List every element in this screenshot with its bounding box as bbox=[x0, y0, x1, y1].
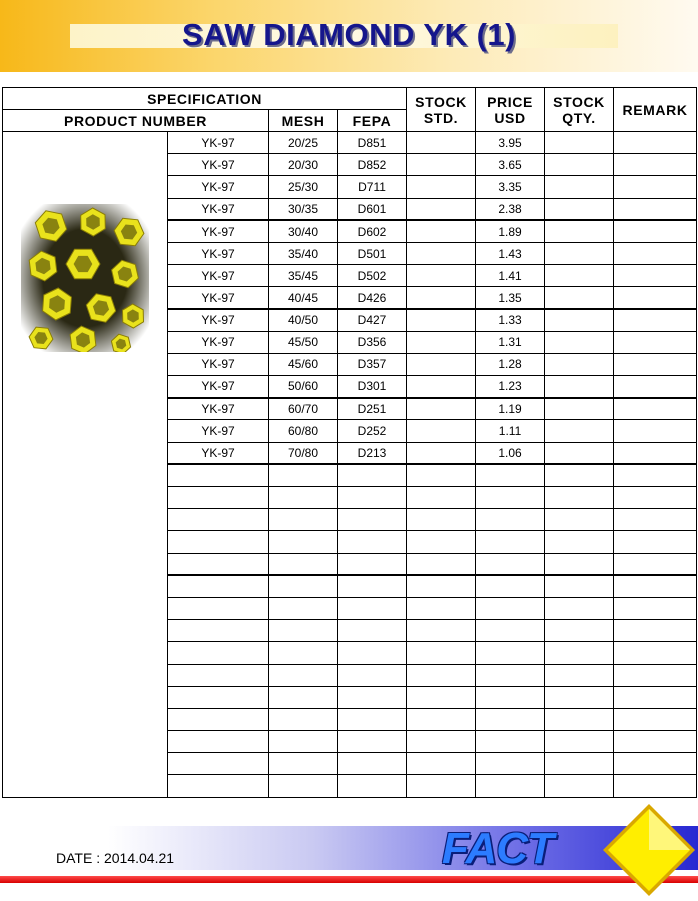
cell-stock-std bbox=[407, 509, 476, 531]
cell-fepa bbox=[338, 620, 407, 642]
cell-mesh: 50/60 bbox=[269, 376, 338, 398]
cell-product: YK-97 bbox=[168, 309, 269, 331]
cell-mesh bbox=[269, 664, 338, 686]
cell-fepa: D356 bbox=[338, 331, 407, 353]
cell-product: YK-97 bbox=[168, 353, 269, 375]
cell-stock-std bbox=[407, 553, 476, 575]
cell-stock-qty bbox=[545, 242, 614, 264]
cell-stock-std bbox=[407, 242, 476, 264]
cell-fepa: D602 bbox=[338, 220, 407, 242]
cell-stock-qty bbox=[545, 464, 614, 486]
cell-fepa: D252 bbox=[338, 420, 407, 442]
cell-price: 1.41 bbox=[476, 265, 545, 287]
cell-fepa: D851 bbox=[338, 132, 407, 154]
cell-mesh: 30/40 bbox=[269, 220, 338, 242]
cell-mesh bbox=[269, 553, 338, 575]
cell-price: 1.28 bbox=[476, 353, 545, 375]
cell-remark bbox=[614, 376, 697, 398]
cell-product bbox=[168, 620, 269, 642]
cell-mesh bbox=[269, 597, 338, 619]
header-price bbox=[476, 88, 545, 132]
cell-price bbox=[476, 642, 545, 664]
cell-stock-std bbox=[407, 642, 476, 664]
cell-fepa: D502 bbox=[338, 265, 407, 287]
date-label: DATE : 2014.04.21 bbox=[56, 850, 175, 866]
cell-product: YK-97 bbox=[168, 287, 269, 309]
cell-fepa: D501 bbox=[338, 242, 407, 264]
cell-stock-std bbox=[407, 376, 476, 398]
cell-stock-qty bbox=[545, 420, 614, 442]
cell-fepa: D601 bbox=[338, 198, 407, 220]
cell-stock-std bbox=[407, 331, 476, 353]
cell-product: YK-97 bbox=[168, 198, 269, 220]
cell-stock-qty bbox=[545, 220, 614, 242]
cell-fepa bbox=[338, 597, 407, 619]
cell-product bbox=[168, 664, 269, 686]
header-price-line2: USD bbox=[494, 109, 526, 126]
cell-stock-qty bbox=[545, 331, 614, 353]
cell-mesh bbox=[269, 620, 338, 642]
cell-price bbox=[476, 731, 545, 753]
header-stock-std-line1: STOCK bbox=[415, 93, 467, 110]
cell-remark bbox=[614, 265, 697, 287]
spec-table bbox=[2, 87, 697, 798]
cell-mesh bbox=[269, 686, 338, 708]
cell-price: 1.23 bbox=[476, 376, 545, 398]
cell-product bbox=[168, 487, 269, 509]
cell-product bbox=[168, 708, 269, 730]
cell-stock-std bbox=[407, 620, 476, 642]
cell-remark bbox=[614, 309, 697, 331]
cell-product: YK-97 bbox=[168, 398, 269, 420]
table-row bbox=[3, 132, 697, 154]
cell-remark bbox=[614, 597, 697, 619]
footer-red-line bbox=[0, 876, 698, 883]
cell-fepa: D426 bbox=[338, 287, 407, 309]
cell-mesh: 25/30 bbox=[269, 176, 338, 198]
header-specification: SPECIFICATION bbox=[3, 88, 407, 110]
cell-remark bbox=[614, 620, 697, 642]
cell-remark bbox=[614, 775, 697, 797]
cell-product bbox=[168, 464, 269, 486]
cell-stock-qty bbox=[545, 731, 614, 753]
cell-stock-qty bbox=[545, 642, 614, 664]
cell-price: 3.65 bbox=[476, 154, 545, 176]
cell-stock-std bbox=[407, 176, 476, 198]
cell-stock-qty bbox=[545, 664, 614, 686]
cell-fepa bbox=[338, 553, 407, 575]
cell-fepa: D251 bbox=[338, 398, 407, 420]
cell-price bbox=[476, 575, 545, 597]
cell-mesh bbox=[269, 642, 338, 664]
cell-fepa bbox=[338, 731, 407, 753]
cell-product bbox=[168, 686, 269, 708]
cell-price bbox=[476, 487, 545, 509]
cell-stock-qty bbox=[545, 353, 614, 375]
cell-price bbox=[476, 531, 545, 553]
cell-mesh: 35/40 bbox=[269, 242, 338, 264]
cell-price: 1.33 bbox=[476, 309, 545, 331]
cell-stock-qty bbox=[545, 176, 614, 198]
cell-remark bbox=[614, 398, 697, 420]
cell-remark bbox=[614, 686, 697, 708]
cell-stock-qty bbox=[545, 597, 614, 619]
cell-stock-qty bbox=[545, 309, 614, 331]
cell-fepa bbox=[338, 509, 407, 531]
cell-stock-std bbox=[407, 287, 476, 309]
cell-fepa: D301 bbox=[338, 376, 407, 398]
cell-price bbox=[476, 509, 545, 531]
cell-mesh bbox=[269, 775, 338, 797]
header-stock-qty-line1: STOCK bbox=[553, 93, 605, 110]
cell-stock-qty bbox=[545, 575, 614, 597]
cell-stock-std bbox=[407, 731, 476, 753]
cell-fepa bbox=[338, 464, 407, 486]
cell-mesh: 20/30 bbox=[269, 154, 338, 176]
header-remark: REMARK bbox=[614, 88, 697, 132]
cell-product: YK-97 bbox=[168, 220, 269, 242]
cell-remark bbox=[614, 132, 697, 154]
cell-stock-std bbox=[407, 265, 476, 287]
cell-product bbox=[168, 753, 269, 775]
cell-product bbox=[168, 775, 269, 797]
cell-stock-qty bbox=[545, 265, 614, 287]
cell-remark bbox=[614, 242, 697, 264]
cell-stock-qty bbox=[545, 708, 614, 730]
cell-fepa: D357 bbox=[338, 353, 407, 375]
cell-stock-qty bbox=[545, 531, 614, 553]
header-stock-std-line2: STD. bbox=[423, 109, 459, 126]
cell-stock-qty bbox=[545, 753, 614, 775]
cell-stock-std bbox=[407, 398, 476, 420]
fact-logo: FACT bbox=[442, 824, 553, 873]
cell-mesh bbox=[269, 753, 338, 775]
cell-stock-std bbox=[407, 132, 476, 154]
cell-mesh: 40/45 bbox=[269, 287, 338, 309]
cell-mesh bbox=[269, 575, 338, 597]
cell-mesh: 35/45 bbox=[269, 265, 338, 287]
cell-price: 1.11 bbox=[476, 420, 545, 442]
cell-mesh bbox=[269, 509, 338, 531]
cell-price: 2.38 bbox=[476, 198, 545, 220]
cell-price bbox=[476, 664, 545, 686]
cell-stock-std bbox=[407, 353, 476, 375]
cell-stock-std bbox=[407, 575, 476, 597]
cell-fepa bbox=[338, 753, 407, 775]
cell-stock-qty bbox=[545, 553, 614, 575]
cell-fepa bbox=[338, 708, 407, 730]
cell-stock-qty bbox=[545, 376, 614, 398]
cell-fepa bbox=[338, 531, 407, 553]
cell-mesh: 70/80 bbox=[269, 442, 338, 464]
cell-price: 3.95 bbox=[476, 132, 545, 154]
cell-price bbox=[476, 708, 545, 730]
header-fepa: FEPA bbox=[338, 110, 407, 132]
cell-price: 1.43 bbox=[476, 242, 545, 264]
cell-price bbox=[476, 775, 545, 797]
cell-remark bbox=[614, 642, 697, 664]
cell-product bbox=[168, 509, 269, 531]
cell-remark bbox=[614, 664, 697, 686]
page-title: SAW DIAMOND YK (1) bbox=[182, 17, 516, 52]
cell-product bbox=[168, 575, 269, 597]
cell-stock-std bbox=[407, 464, 476, 486]
header-stock-qty-line2: QTY. bbox=[562, 109, 596, 126]
cell-remark bbox=[614, 220, 697, 242]
cell-stock-std bbox=[407, 487, 476, 509]
header-banner bbox=[0, 0, 698, 72]
cell-mesh: 60/80 bbox=[269, 420, 338, 442]
cell-fepa: D852 bbox=[338, 154, 407, 176]
cell-fepa: D711 bbox=[338, 176, 407, 198]
cell-remark bbox=[614, 753, 697, 775]
cell-price: 1.31 bbox=[476, 331, 545, 353]
cell-stock-std bbox=[407, 597, 476, 619]
cell-remark bbox=[614, 731, 697, 753]
cell-remark bbox=[614, 176, 697, 198]
cell-remark bbox=[614, 154, 697, 176]
cell-stock-std bbox=[407, 708, 476, 730]
cell-fepa bbox=[338, 487, 407, 509]
yellow-diamond-icon bbox=[601, 802, 697, 898]
cell-price bbox=[476, 597, 545, 619]
cell-remark bbox=[614, 708, 697, 730]
cell-price bbox=[476, 553, 545, 575]
cell-stock-qty bbox=[545, 775, 614, 797]
cell-mesh: 45/50 bbox=[269, 331, 338, 353]
cell-stock-qty bbox=[545, 487, 614, 509]
cell-product: YK-97 bbox=[168, 154, 269, 176]
cell-stock-qty bbox=[545, 509, 614, 531]
cell-stock-std bbox=[407, 442, 476, 464]
cell-remark bbox=[614, 487, 697, 509]
cell-stock-std bbox=[407, 686, 476, 708]
cell-product: YK-97 bbox=[168, 265, 269, 287]
cell-product bbox=[168, 553, 269, 575]
cell-product: YK-97 bbox=[168, 331, 269, 353]
header-stock-std bbox=[407, 88, 476, 132]
cell-mesh bbox=[269, 731, 338, 753]
cell-price bbox=[476, 620, 545, 642]
cell-fepa: D213 bbox=[338, 442, 407, 464]
cell-stock-std bbox=[407, 531, 476, 553]
cell-price bbox=[476, 753, 545, 775]
cell-remark bbox=[614, 331, 697, 353]
cell-price bbox=[476, 464, 545, 486]
cell-product bbox=[168, 731, 269, 753]
cell-remark bbox=[614, 198, 697, 220]
cell-stock-qty bbox=[545, 154, 614, 176]
cell-product: YK-97 bbox=[168, 176, 269, 198]
header-product-number: PRODUCT NUMBER bbox=[3, 110, 269, 132]
cell-stock-std bbox=[407, 220, 476, 242]
cell-price: 3.35 bbox=[476, 176, 545, 198]
cell-fepa bbox=[338, 642, 407, 664]
table-body bbox=[3, 132, 697, 798]
cell-fepa bbox=[338, 575, 407, 597]
cell-mesh: 20/25 bbox=[269, 132, 338, 154]
cell-mesh: 30/35 bbox=[269, 198, 338, 220]
cell-product: YK-97 bbox=[168, 442, 269, 464]
cell-stock-qty bbox=[545, 442, 614, 464]
cell-price: 1.89 bbox=[476, 220, 545, 242]
cell-remark bbox=[614, 575, 697, 597]
cell-remark bbox=[614, 442, 697, 464]
cell-stock-qty bbox=[545, 287, 614, 309]
cell-product bbox=[168, 531, 269, 553]
cell-remark bbox=[614, 509, 697, 531]
cell-product: YK-97 bbox=[168, 376, 269, 398]
header-stock-qty bbox=[545, 88, 614, 132]
cell-mesh bbox=[269, 531, 338, 553]
cell-stock-std bbox=[407, 154, 476, 176]
cell-price: 1.06 bbox=[476, 442, 545, 464]
cell-remark bbox=[614, 287, 697, 309]
cell-remark bbox=[614, 553, 697, 575]
cell-product bbox=[168, 597, 269, 619]
cell-stock-qty bbox=[545, 132, 614, 154]
cell-fepa bbox=[338, 664, 407, 686]
cell-stock-std bbox=[407, 775, 476, 797]
cell-stock-std bbox=[407, 753, 476, 775]
cell-fepa bbox=[338, 686, 407, 708]
cell-price bbox=[476, 686, 545, 708]
cell-stock-qty bbox=[545, 620, 614, 642]
cell-price: 1.35 bbox=[476, 287, 545, 309]
cell-stock-std bbox=[407, 198, 476, 220]
cell-stock-qty bbox=[545, 398, 614, 420]
cell-mesh bbox=[269, 708, 338, 730]
cell-remark bbox=[614, 531, 697, 553]
cell-stock-std bbox=[407, 420, 476, 442]
cell-product: YK-97 bbox=[168, 132, 269, 154]
cell-stock-qty bbox=[545, 686, 614, 708]
header-price-line1: PRICE bbox=[487, 93, 533, 110]
cell-product bbox=[168, 642, 269, 664]
cell-price: 1.19 bbox=[476, 398, 545, 420]
cell-product: YK-97 bbox=[168, 242, 269, 264]
cell-remark bbox=[614, 420, 697, 442]
cell-fepa: D427 bbox=[338, 309, 407, 331]
cell-mesh: 45/60 bbox=[269, 353, 338, 375]
header-mesh: MESH bbox=[269, 110, 338, 132]
cell-remark bbox=[614, 353, 697, 375]
cell-mesh: 40/50 bbox=[269, 309, 338, 331]
cell-fepa bbox=[338, 775, 407, 797]
cell-stock-std bbox=[407, 309, 476, 331]
cell-product: YK-97 bbox=[168, 420, 269, 442]
cell-stock-qty bbox=[545, 198, 614, 220]
cell-mesh: 60/70 bbox=[269, 398, 338, 420]
product-image-cell bbox=[3, 132, 168, 798]
diamond-crystals-photo bbox=[21, 204, 149, 352]
cell-stock-std bbox=[407, 664, 476, 686]
cell-mesh bbox=[269, 464, 338, 486]
cell-remark bbox=[614, 464, 697, 486]
cell-mesh bbox=[269, 487, 338, 509]
